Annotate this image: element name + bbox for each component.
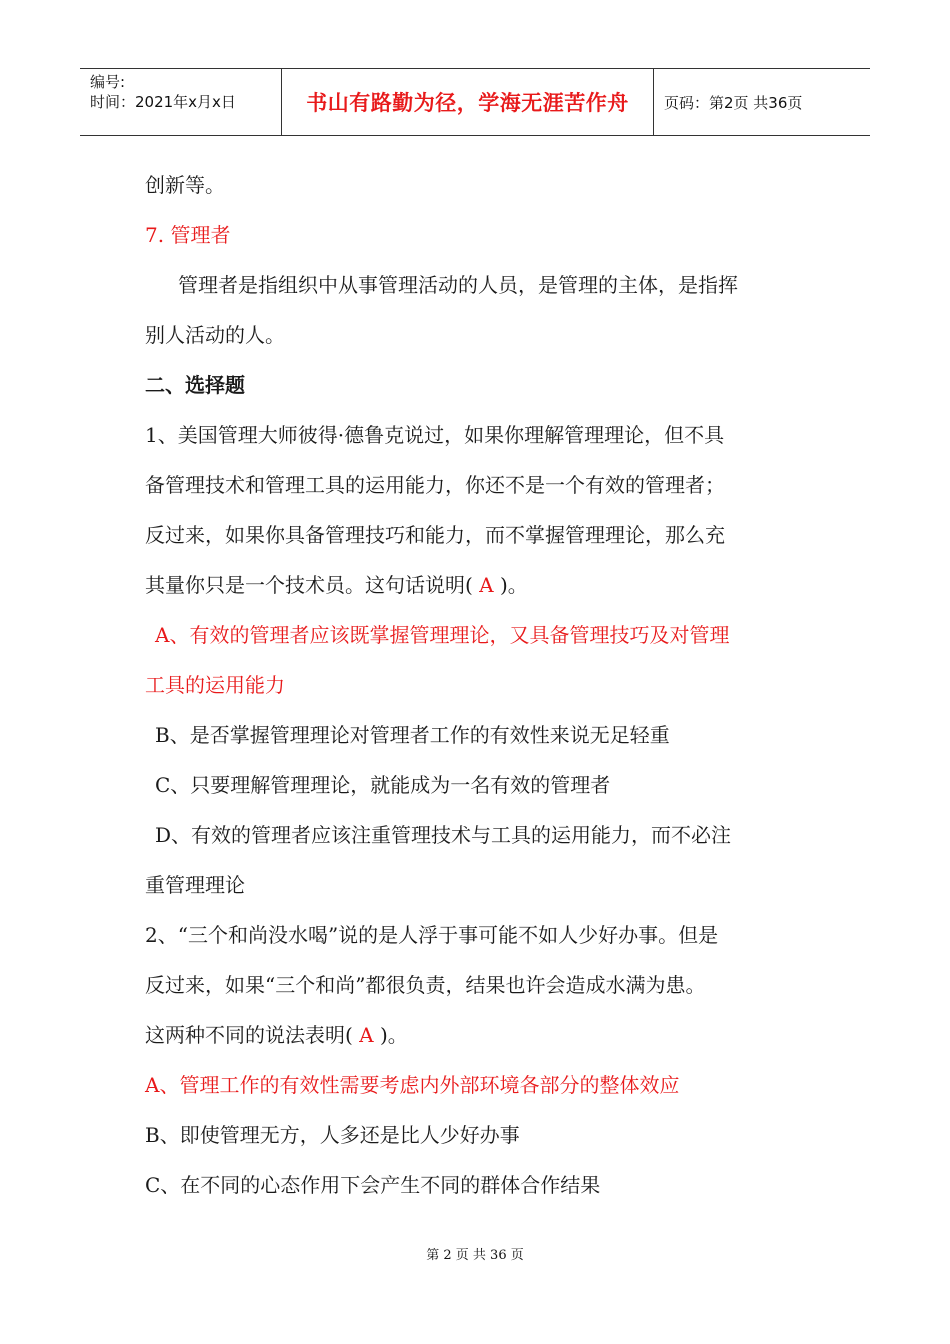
option: B、是否掌握管理理论对管理者工作的有效性来说无足轻重 <box>155 723 670 747</box>
question-line <box>145 560 810 610</box>
question-line: 2、“三个和尚没水喝”说的是人浮于事可能不如人少好办事。但是 <box>145 923 719 947</box>
question-text-end: )。 <box>493 573 528 597</box>
option-correct: 工具的运用能力 <box>145 673 285 697</box>
option: D、有效的管理者应该注重管理技术与工具的运用能力，而不必注 <box>155 823 732 847</box>
page-header <box>80 68 870 136</box>
option: 重管理理论 <box>145 873 245 897</box>
header-meta <box>80 69 282 135</box>
option-correct: A、有效的管理者应该既掌握管理理论，又具备管理技巧及对管理 <box>155 623 730 647</box>
question-line: 1、美国管理大师彼得·德鲁克说过，如果你理解管理理论，但不具 <box>145 423 725 447</box>
question-text-end: )。 <box>373 1023 408 1047</box>
document-body <box>145 160 810 1210</box>
answer-mark: A <box>479 573 494 597</box>
option: C、在不同的心态作用下会产生不同的群体合作结果 <box>145 1173 601 1197</box>
date-label: 时间：2021年x月x日 <box>90 93 236 111</box>
question-line: 反过来，如果“三个和尚”都很负责，结果也许会造成水满为患。 <box>145 973 706 997</box>
question-text: 这两种不同的说法表明( <box>145 1023 360 1047</box>
page-footer: 第 2 页 共 36 页 <box>426 1248 524 1263</box>
text-line: 管理者是指组织中从事管理活动的人员，是管理的主体，是指挥 <box>178 273 738 297</box>
question-text: 其量你只是一个技术员。这句话说明( <box>145 573 480 597</box>
text-line: 别人活动的人。 <box>145 323 285 347</box>
question-line: 备管理技术和管理工具的运用能力，你还不是一个有效的管理者； <box>145 473 725 497</box>
header-motto: 书山有路勤为径，学海无涯苦作舟 <box>282 69 654 135</box>
question-line: 反过来，如果你具备管理技巧和能力，而不掌握管理理论，那么充 <box>145 523 725 547</box>
option: C、只要理解管理理论，就能成为一名有效的管理者 <box>155 773 611 797</box>
term-heading: 7. 管理者 <box>145 223 231 247</box>
number-label: 编号: <box>90 73 126 91</box>
answer-mark: A <box>359 1023 374 1047</box>
header-page-info: 页码：第2页 共36页 <box>664 93 803 112</box>
text-line: 创新等。 <box>145 173 225 197</box>
option: B、即使管理无方，人多还是比人少好办事 <box>145 1123 520 1147</box>
option-correct: A、管理工作的有效性需要考虑内外部环境各部分的整体效应 <box>145 1073 680 1097</box>
section-heading: 二、选择题 <box>145 373 245 397</box>
question-line <box>145 1010 810 1060</box>
